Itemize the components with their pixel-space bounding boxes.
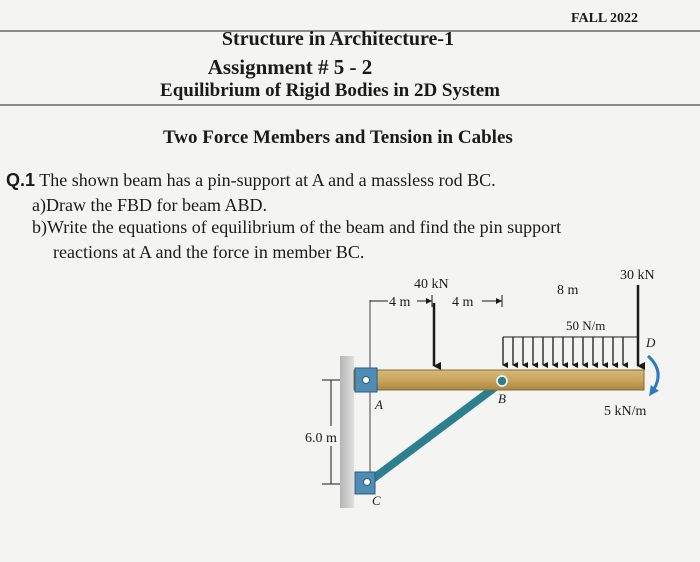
end-load-label: 30 kN	[620, 268, 655, 283]
point-c-label: C	[372, 493, 381, 508]
question-text: The shown beam has a pin-support at A and a massless rod BC.	[39, 170, 496, 190]
height-label: 6.0 m	[305, 431, 337, 446]
dim-3-label: 8 m	[557, 283, 579, 298]
question-part-a: a)Draw the FBD for beam ABD.	[32, 195, 267, 215]
assignment-title: Assignment # 5 - 2	[207, 55, 373, 79]
dim-2-label: 4 m	[452, 295, 474, 310]
section-title: Two Force Members and Tension in Cables	[163, 127, 513, 148]
point-d-label: D	[646, 335, 656, 350]
pin-b	[497, 376, 507, 386]
question-number: Q.1	[6, 170, 36, 190]
moment-arc-icon	[648, 356, 658, 392]
dim-1-label: 4 m	[389, 295, 411, 310]
rod-bc	[366, 382, 502, 484]
topic-title: Equilibrium of Rigid Bodies in 2D System	[160, 80, 500, 101]
distributed-load-arrows	[503, 337, 638, 365]
question-part-b-line2: reactions at A and the force in member BC.	[53, 242, 365, 262]
pin-support-a	[355, 368, 377, 392]
distributed-load-label: 50 N/m	[566, 318, 606, 333]
course-title: Structure in Architecture-1	[221, 28, 455, 50]
point-load-label: 40 kN	[414, 277, 449, 292]
question-part-b-line1: b)Write the equations of equilibrium of the beam and find the pin support	[32, 217, 562, 237]
pin-support-c	[355, 472, 375, 494]
semester-label: FALL 2022	[570, 11, 638, 26]
moment-label: 5 kN/m	[604, 404, 647, 419]
point-b-label: B	[498, 391, 506, 406]
point-a-label: A	[375, 397, 383, 412]
wall	[340, 356, 354, 508]
